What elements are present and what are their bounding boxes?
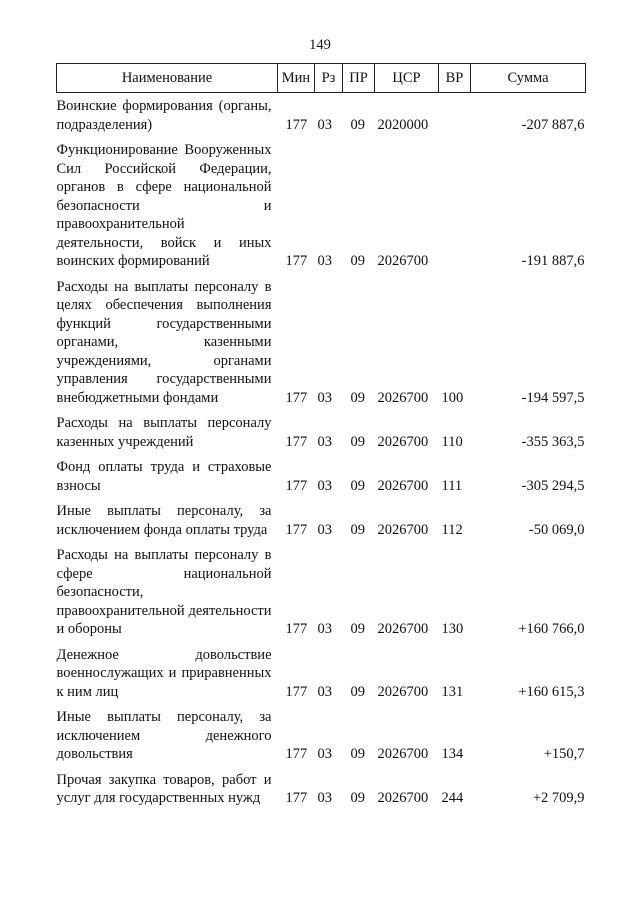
row-min: 177 <box>285 433 308 450</box>
row-name: Расходы на выплаты персоналу в целях обеспечения выполнения функций государственными органами, казенными учреждениями, органами управления государственными внебюджетными фондами <box>56 278 272 406</box>
row-vr <box>439 134 471 271</box>
table-row <box>57 639 586 702</box>
column-header-pr: ПР <box>343 64 375 93</box>
column-header-name: Наименование <box>57 64 278 93</box>
column-header-sum: Сумма <box>471 64 586 93</box>
table-row <box>57 407 586 451</box>
row-sum: -305 294,5 <box>521 477 585 494</box>
row-rz: 03 <box>317 621 332 637</box>
row-csr: 2026700 <box>377 253 429 269</box>
row-min: 177 <box>285 746 308 762</box>
row-rz: 03 <box>317 521 332 538</box>
row-name: Расходы на выплаты персоналу в сфере национальной безопасности, правоохранительной деятельности и обороны <box>56 547 272 637</box>
row-sum: +2 709,9 <box>532 790 585 806</box>
row-rz: 03 <box>317 116 332 133</box>
row-name: Фонд оплаты труда и страховые взносы <box>56 459 272 494</box>
row-min: 177 <box>285 389 308 406</box>
row-pr: 09 <box>350 253 365 269</box>
row-csr: 2026700 <box>377 683 429 700</box>
row-min: 177 <box>285 683 308 700</box>
row-sum: +160 766,0 <box>518 621 585 637</box>
row-vr: 111 <box>441 477 463 494</box>
row-name: Иные выплаты персоналу, за исключением денежного довольствия <box>56 709 272 762</box>
row-rz: 03 <box>317 477 332 494</box>
row-sum: -191 887,6 <box>521 253 585 269</box>
row-sum: -50 069,0 <box>528 521 585 538</box>
row-pr: 09 <box>350 433 365 450</box>
row-pr: 09 <box>350 116 365 133</box>
column-header-csr: ЦСР <box>375 64 439 93</box>
row-name: Расходы на выплаты персоналу казенных учреждений <box>56 415 272 450</box>
row-min: 177 <box>285 477 308 494</box>
table-row <box>57 451 586 495</box>
row-csr: 2026700 <box>377 433 429 450</box>
row-vr: 100 <box>441 389 464 406</box>
row-min: 177 <box>285 521 308 538</box>
column-header-rz: Рз <box>315 64 343 93</box>
table-header-row <box>57 64 586 93</box>
row-csr: 2026700 <box>377 389 429 406</box>
row-rz: 03 <box>317 746 332 762</box>
row-sum: -355 363,5 <box>521 433 585 450</box>
row-name: Иные выплаты персоналу, за исключением фонда оплаты труда <box>56 503 272 538</box>
row-pr: 09 <box>350 521 365 538</box>
row-sum: +160 615,3 <box>518 683 585 700</box>
row-vr: 134 <box>441 746 464 762</box>
row-csr: 2026700 <box>377 790 429 806</box>
page-number: 149 <box>309 37 331 53</box>
row-pr: 09 <box>350 477 365 494</box>
row-rz: 03 <box>317 433 332 450</box>
table-row <box>57 495 586 539</box>
table-row <box>57 764 586 808</box>
row-pr: 09 <box>350 683 365 700</box>
row-name: Прочая закупка товаров, работ и услуг для государственных нужд <box>56 771 272 806</box>
row-min: 177 <box>285 116 308 133</box>
row-rz: 03 <box>317 253 332 269</box>
row-pr: 09 <box>350 389 365 406</box>
row-csr: 2020000 <box>377 116 429 133</box>
budget-table <box>56 63 586 808</box>
table-row <box>57 271 586 408</box>
row-vr: 244 <box>441 790 464 806</box>
row-name: Денежное довольствие военнослужащих и приравненных к ним лиц <box>56 646 272 700</box>
row-vr: 112 <box>441 521 463 538</box>
row-rz: 03 <box>317 683 332 700</box>
row-min: 177 <box>285 790 308 806</box>
row-vr: 131 <box>441 683 464 700</box>
row-pr: 09 <box>350 621 365 637</box>
table-row <box>57 93 586 135</box>
row-csr: 2026700 <box>377 621 429 637</box>
table-row <box>57 701 586 764</box>
row-name: Функционирование Вооруженных Сил Российской Федерации, органов в сфере национальной безопасности и правоохранительной деятельности, войск и иных воинских формирований <box>56 142 272 269</box>
row-min: 177 <box>285 253 308 269</box>
row-sum: -207 887,6 <box>521 116 585 133</box>
row-vr: 110 <box>441 433 463 450</box>
row-min: 177 <box>285 621 308 637</box>
row-vr <box>439 93 471 135</box>
row-vr: 130 <box>441 621 464 637</box>
row-rz: 03 <box>317 790 332 806</box>
row-sum: -194 597,5 <box>521 389 585 406</box>
row-pr: 09 <box>350 746 365 762</box>
row-csr: 2026700 <box>377 746 429 762</box>
row-pr: 09 <box>350 790 365 806</box>
row-rz: 03 <box>317 389 332 406</box>
row-csr: 2026700 <box>377 521 429 538</box>
row-csr: 2026700 <box>377 477 429 494</box>
row-name: Воинские формирования (органы, подразделения) <box>56 98 272 133</box>
table-row <box>57 539 586 639</box>
table-row <box>57 134 586 271</box>
column-header-vr: ВР <box>439 64 471 93</box>
column-header-min: Мин <box>278 64 315 93</box>
row-sum: +150,7 <box>543 746 585 762</box>
